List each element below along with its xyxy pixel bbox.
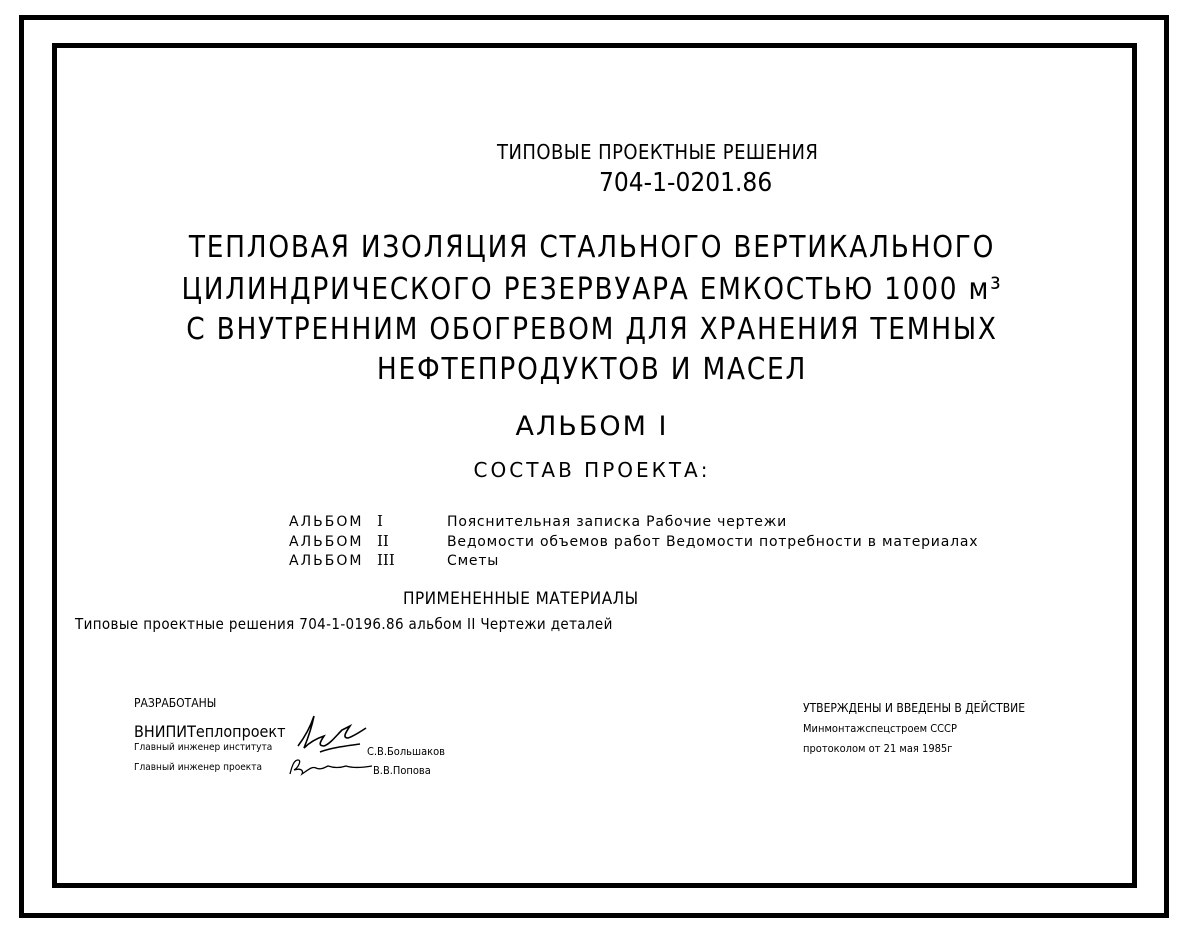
chief-project-engineer-name: В.В.Попова: [373, 764, 431, 777]
signature-2: [286, 756, 376, 778]
developer-institute: ВНИПИТеплопроект: [134, 722, 286, 741]
volume-row: [289, 514, 787, 529]
volume-row: [289, 553, 499, 568]
volume-name: АЛЬБОМ: [289, 514, 364, 530]
series-label: ТИПОВЫЕ ПРОЕКТНЫЕ РЕШЕНИЯ: [497, 140, 819, 164]
chief-engineer-institute-role: Главный инженер института: [134, 742, 273, 753]
chief-engineer-institute-name: С.В.Большаков: [367, 745, 446, 758]
volume-row: [289, 534, 978, 549]
volume-description: Сметы: [447, 553, 500, 569]
title-line-3: С ВНУТРЕННИМ ОБОГРЕВОМ ДЛЯ ХРАНЕНИЯ ТЕМНЫХ: [186, 312, 998, 347]
volume-number: II: [377, 532, 389, 550]
volume-name: АЛЬБОМ: [289, 534, 364, 550]
developer-label: РАЗРАБОТАНЫ: [134, 696, 217, 710]
volume-number: III: [377, 551, 395, 569]
chief-project-engineer-role: Главный инженер проекта: [134, 762, 262, 773]
volume-description: Пояснительная записка Рабочие чертежи: [447, 514, 787, 530]
volume-number: I: [377, 512, 383, 530]
document-code: 704-1-0201.86: [599, 168, 773, 198]
title-line-1: ТЕПЛОВАЯ ИЗОЛЯЦИЯ СТАЛЬНОГО ВЕРТИКАЛЬНОГО: [188, 230, 996, 265]
approval-line-1: УТВЕРЖДЕНЫ И ВВЕДЕНЫ В ДЕЙСТВИЕ: [803, 701, 1026, 715]
materials-heading: ПРИМЕНЕННЫЕ МАТЕРИАЛЫ: [403, 589, 639, 609]
approval-line-3: протоколом от 21 мая 1985г: [803, 742, 953, 755]
album-heading: АЛЬБОМ I: [515, 411, 669, 442]
signature-1: [290, 708, 370, 758]
approval-line-2: Минмонтажспецстроем СССР: [803, 722, 957, 735]
volume-name: АЛЬБОМ: [289, 553, 364, 569]
title-line-4: НЕФТЕПРОДУКТОВ И МАСЕЛ: [376, 352, 808, 387]
volume-description: Ведомости объемов работ Ведомости потребности в материалах: [447, 534, 979, 550]
title-line-2: ЦИЛИНДРИЧЕСКОГО РЕЗЕРВУАРА ЕМКОСТЬЮ 1000 м³: [181, 272, 1003, 307]
composition-heading: СОСТАВ ПРОЕКТА:: [473, 458, 711, 482]
materials-reference: Типовые проектные решения 704-1-0196.86 альбом II Чертежи деталей: [75, 615, 613, 633]
